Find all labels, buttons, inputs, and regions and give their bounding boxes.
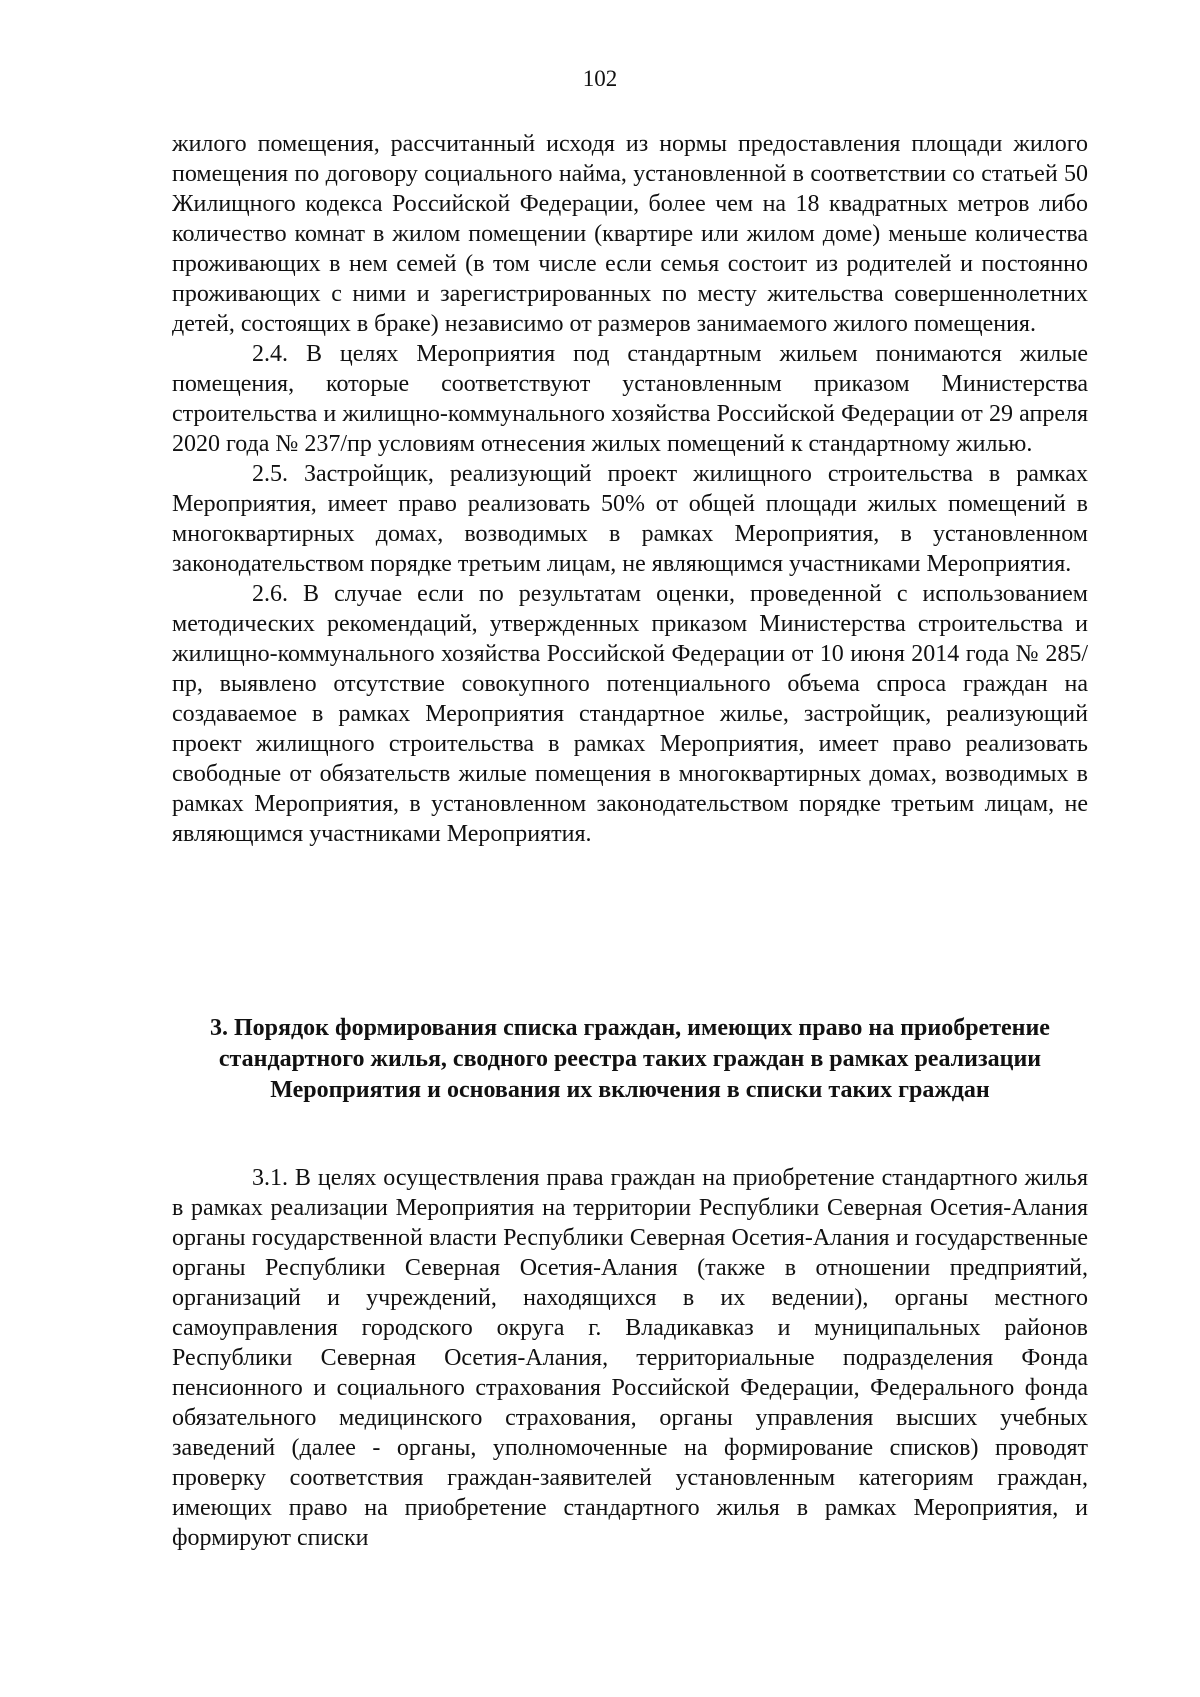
- paragraph-2-4: 2.4. В целях Мероприятия под стандартным жильем понимаются жилые помещения, которые соответствуют установленным приказом Министерства строительства и жилищно-коммунального хозяйства Российской Федерации от 29 апреля 2020 года № 237/пр условиям отнесения жилых помещений к стандартному жилью.: [172, 341, 1088, 457]
- paragraph-3-1: 3.1. В целях осуществления права граждан на приобретение стандартного жилья в рамках реализации Мероприятия на территории Республики Северная Осетия-Алания органы государственной власти Республики Северная Осетия-Алания и государственные органы Республики Северная Осетия-Алания (также в отношении предприятий, организаций и учреждений, находящихся в их ведении), органы местного самоуправления городского округа г. Владикавказ и муниципальных районов Республики Северная Осетия-Алания, территориальные подразделения Фонда пенсионного и социального страхования Российской Федерации, Федерального фонда обязательного медицинского страхования, органы управления высших учебных заведений (далее - органы, уполномоченные на формирование списков) проводят проверку соответствия граждан-заявителей установленным категориям граждан, имеющих право на приобретение стандартного жилья в рамках Мероприятия, и формируют списки: [172, 1165, 1088, 1551]
- page-number: 102: [582, 66, 618, 91]
- document-body-top: [172, 129, 1088, 849]
- document-body-bottom: [172, 1163, 1088, 1553]
- section-3-heading: 3. Порядок формирования списка граждан, имеющих право на приобретение стандартного жилья, сводного реестра таких граждан в рамках реализации Мероприятия и основания их включения в списки таких граждан: [210, 1015, 1050, 1103]
- paragraph-2-6: 2.6. В случае если по результатам оценки, проведенной с использованием методических рекомендаций, утвержденных приказом Министерства строительства и жилищно-коммунального хозяйства Российской Федерации от 10 июня 2014 года № 285/пр, выявлено отсутствие совокупного потенциального объема спроса граждан на создаваемое в рамках Мероприятия стандартное жилье, застройщик, реализующий проект жилищного строительства в рамках Мероприятия, имеет право реализовать свободные от обязательств жилые помещения в многоквартирных домах, возводимых в рамках Мероприятия, в установленном законодательством порядке третьим лицам, не являющимся участниками Мероприятия.: [172, 581, 1088, 847]
- paragraph-2-5: 2.5. Застройщик, реализующий проект жилищного строительства в рамках Мероприятия, имеет право реализовать 50% от общей площади жилых помещений в многоквартирных домах, возводимых в рамках Мероприятия, в установленном законодательством порядке третьим лицам, не являющимся участниками Мероприятия.: [172, 461, 1088, 577]
- paragraph-continuation: жилого помещения, рассчитанный исходя из нормы предоставления площади жилого помещения по договору социального найма, установленной в соответствии со статьей 50 Жилищного кодекса Российской Федерации, более чем на 18 квадратных метров либо количество комнат в жилом помещении (квартире или жилом доме) меньше количества проживающих в нем семей (в том числе если семья состоит из родителей и постоянно проживающих с ними и зарегистрированных по месту жительства совершеннолетних детей, состоящих в браке) независимо от размеров занимаемого жилого помещения.: [172, 131, 1088, 337]
